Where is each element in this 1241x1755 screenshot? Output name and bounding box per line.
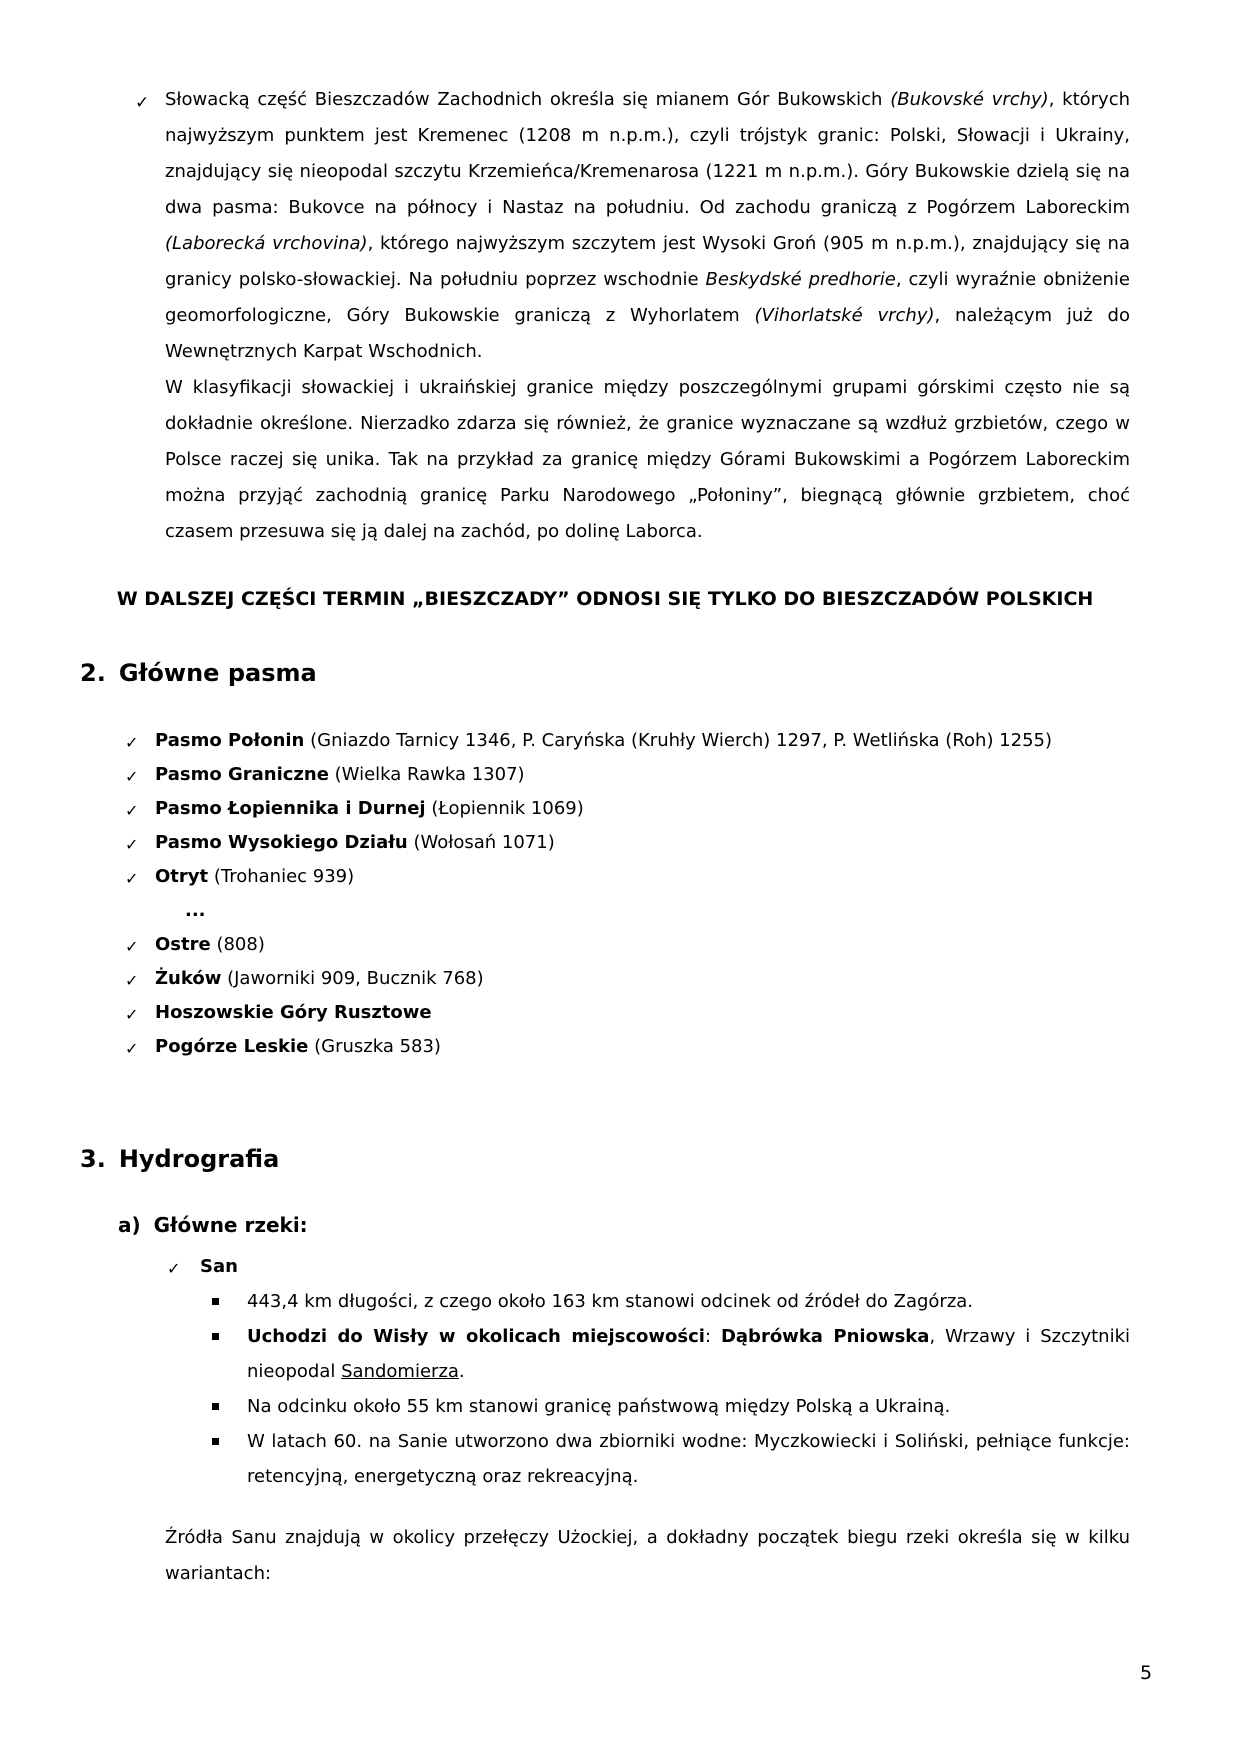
- bullet-seg-underline: Sandomierza: [341, 1361, 459, 1382]
- range-name: Pasmo Połonin: [155, 730, 305, 751]
- check-icon: ✓: [125, 801, 139, 820]
- range-details: (Jaworniki 909, Bucznik 768): [221, 968, 484, 989]
- section-heading-hydrografia: [80, 1144, 1130, 1174]
- bullet-seg-bold: Uchodzi do Wisły w okolicach miejscowości: [247, 1326, 705, 1347]
- check-icon: ✓: [125, 1005, 139, 1024]
- intro-seg-2: , których najwyższym punktem jest Kremenec (1208 m n.p.m.), czyli trójstyk granic: Polski, Słowacji i Ukrainy, znajdujący się nieopodal szczytu Krzemieńca/Kremenarosa (1221 m n.p.m.). Góry Bukowskie dzielą się na dwa pasma: Bukovce na północy i Nastaz na południu. Od zachodu graniczą z Pogórzem Laboreckim: [165, 89, 1131, 218]
- bullet-seg-bold: Dąbrówka Pniowska: [720, 1326, 930, 1347]
- intro-seg-7-italic: (Vihorlatské vrchy): [754, 305, 935, 326]
- check-icon: ✓: [125, 869, 139, 888]
- section-heading-pasma: [80, 658, 1130, 688]
- list-item-otryt: [125, 860, 1130, 894]
- check-icon: ✓: [125, 835, 139, 854]
- list-item-ellipsis: ...: [185, 900, 206, 921]
- square-bullet-icon: [212, 1403, 219, 1410]
- square-bullet-icon: [212, 1333, 219, 1340]
- check-icon: ✓: [125, 1039, 139, 1058]
- check-icon: ✓: [125, 937, 139, 956]
- range-details: (Łopiennik 1069): [425, 798, 584, 819]
- intro-seg-8: , należącym już do Wewnętrznych Karpat Wschodnich.: [165, 305, 1130, 362]
- range-name: Ostre: [155, 934, 211, 955]
- san-bullet-length: [247, 1284, 1130, 1319]
- sources-paragraph: Źródła Sanu znajdują w okolicy przełęczy Użockiej, a dokładny początek biegu rzeki określa się w kilku wariantach:: [165, 1527, 1130, 1584]
- bullet-text: Na odcinku około 55 km stanowi granicę państwową między Polską a Ukrainą.: [247, 1396, 951, 1417]
- range-name: Otryt: [155, 866, 209, 887]
- range-details: (Wielka Rawka 1307): [328, 764, 525, 785]
- bullet-seg: , Wrzawy i Szczytniki nieopodal: [247, 1326, 1131, 1382]
- section-title: Główne pasma: [118, 659, 317, 687]
- check-icon: ✓: [167, 1259, 181, 1278]
- san-details-list: [247, 1284, 1130, 1494]
- list-item-pasmo-graniczne: [125, 758, 1130, 792]
- subsection-title: Główne rzeki:: [153, 1213, 308, 1237]
- range-name: Żuków: [155, 968, 222, 989]
- list-item-pasmo-wysokiego-dzialu: [125, 826, 1130, 860]
- subsection-label: a): [118, 1213, 141, 1237]
- range-details: (808): [210, 934, 265, 955]
- notice-line: W DALSZEJ CZĘŚCI TERMIN „BIESZCZADY” ODNOSI SIĘ TYLKO DO BIESZCZADÓW POLSKICH: [116, 588, 1094, 610]
- check-icon: ✓: [135, 93, 150, 113]
- square-bullet-icon: [212, 1438, 219, 1445]
- intro-seg-4: , którego najwyższym szczytem jest Wysoki Groń (905 m n.p.m.), znajdujący się na granicy polsko-słowackiej. Na południu poprzez wschodnie: [165, 233, 1130, 290]
- pasma-list: [125, 724, 1130, 1064]
- bullet-text: 443,4 km długości, z czego około 163 km stanowi odcinek od źródeł do Zagórza.: [247, 1291, 974, 1312]
- bullet-seg: .: [458, 1361, 465, 1382]
- page-number: 5: [1140, 1662, 1153, 1684]
- list-item-hoszowskie: [125, 996, 1130, 1030]
- intro-seg-0: Słowacką część Bieszczadów Zachodnich określa się mianem Gór Bukowskich: [165, 89, 891, 110]
- check-icon: ✓: [125, 767, 139, 786]
- river-item-san: [167, 1250, 1130, 1284]
- classification-paragraph: W klasyfikacji słowackiej i ukraińskiej granice między poszczególnymi grupami górskimi często nie są dokładnie określone. Nierzadko zdarza się również, że granice wyznaczane są wzdłuż grzbietów, czego w Polsce raczej się unika. Tak na przykład za granicę między Górami Bukowskimi a Pogórzem Laboreckim można przyjąć zachodnią granicę Parku Narodowego „Połoniny”, biegnącą głównie grzbietem, choć czasem przesuwa się ją dalej na zachód, po dolinę Laborca.: [165, 377, 1130, 542]
- square-bullet-icon: [212, 1298, 219, 1305]
- range-details: (Wołosań 1071): [407, 832, 555, 853]
- check-icon: ✓: [125, 971, 139, 990]
- intro-bullet-item: [135, 82, 1131, 370]
- section-number: 3.: [80, 1145, 106, 1173]
- list-item-pasmo-lopiennika: [125, 792, 1130, 826]
- bullet-text: W latach 60. na Sanie utworzono dwa zbiorniki wodne: Myczkowiecki i Soliński, pełniące funkcje: retencyjną, energetyczną oraz rekreacyjną.: [247, 1431, 1130, 1487]
- check-icon: ✓: [125, 733, 139, 752]
- san-bullet-mouth: [247, 1319, 1130, 1389]
- intro-seg-5-italic: Beskydské predhorie: [705, 269, 896, 290]
- intro-seg-1-italic: (Bukovské vrchy): [890, 89, 1049, 110]
- list-item-pasmo-polonin: [125, 724, 1130, 758]
- san-bullet-reservoirs: [247, 1424, 1130, 1494]
- list-item-zukow: [125, 962, 1130, 996]
- bullet-seg: :: [704, 1326, 721, 1347]
- range-details: (Gruszka 583): [308, 1036, 441, 1057]
- range-name: Hoszowskie Góry Rusztowe: [155, 1002, 432, 1023]
- list-item-ostre: [125, 928, 1130, 962]
- range-details: (Trohaniec 939): [208, 866, 355, 887]
- section-title: Hydrografia: [118, 1145, 280, 1173]
- san-bullet-border: [247, 1389, 1130, 1424]
- range-details: (Gniazdo Tarnicy 1346, P. Caryńska (Kruhły Wierch) 1297, P. Wetlińska (Roh) 1255): [304, 730, 1053, 751]
- range-name: Pasmo Graniczne: [155, 764, 329, 785]
- range-name: Pogórze Leskie: [155, 1036, 309, 1057]
- range-name: Pasmo Łopiennika i Durnej: [155, 798, 426, 819]
- intro-seg-3-italic: (Laborecká vrchovina): [165, 233, 368, 254]
- range-name: Pasmo Wysokiego Działu: [155, 832, 408, 853]
- intro-seg-6: , czyli wyraźnie obniżenie geomorfologiczne, Góry Bukowskie graniczą z Wyhorlatem: [165, 269, 1130, 326]
- list-item-pogorze-leskie: [125, 1030, 1130, 1064]
- river-name: San: [200, 1256, 238, 1277]
- section-number: 2.: [80, 659, 106, 687]
- subsection-heading-rzeki: [118, 1212, 1130, 1238]
